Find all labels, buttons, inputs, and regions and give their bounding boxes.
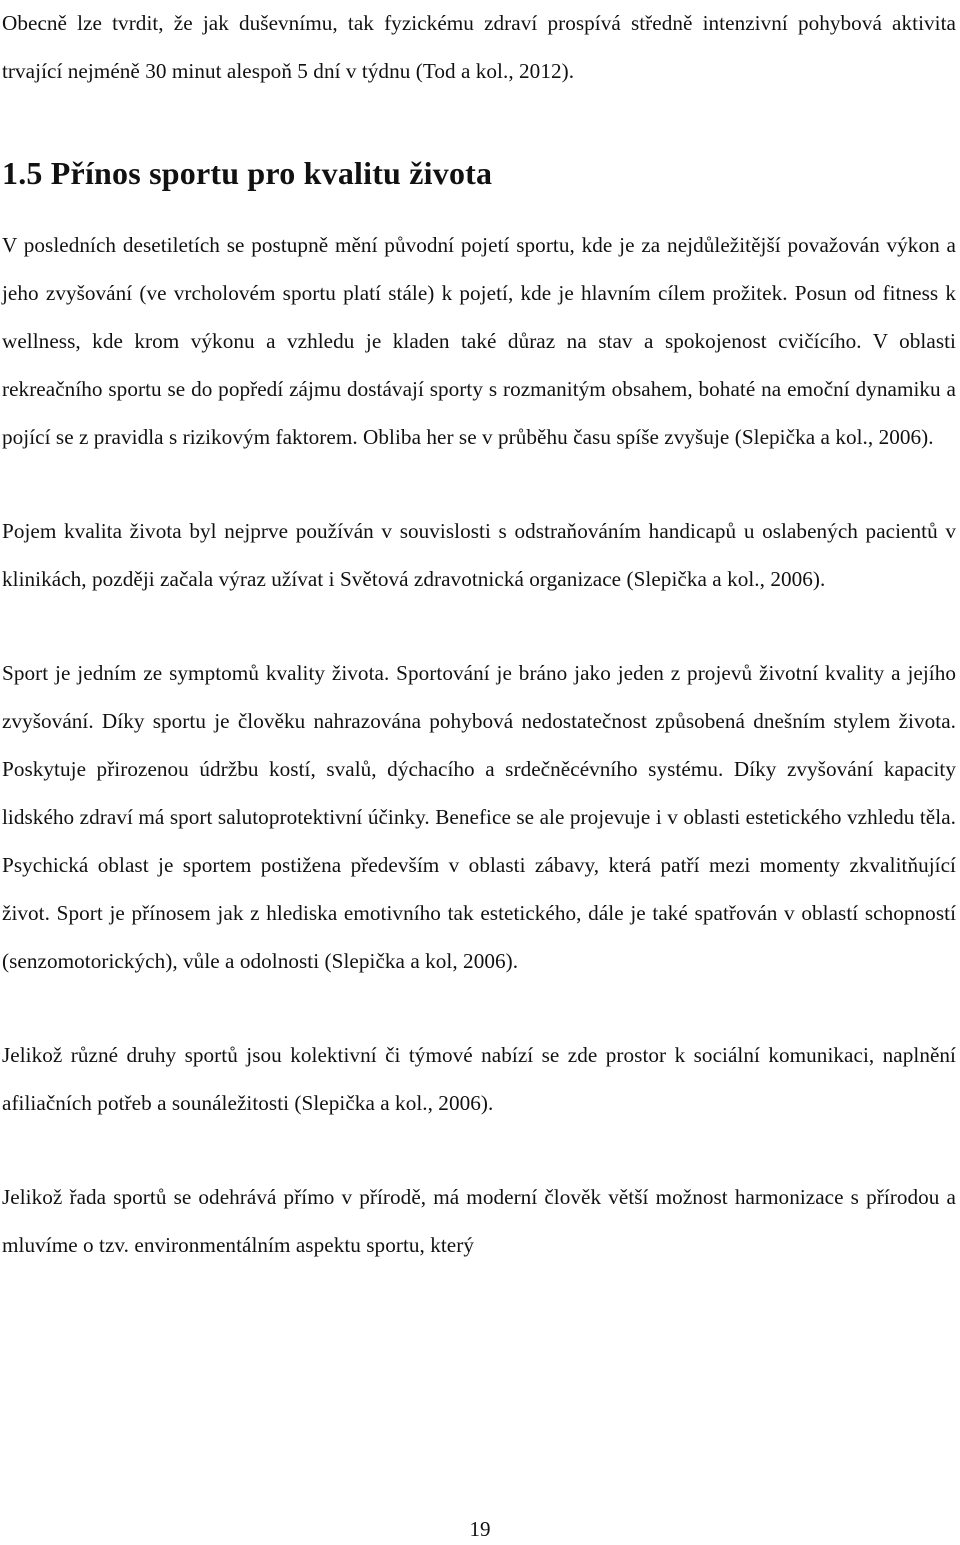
paragraph-social-aspect: Jelikož různé druhy sportů jsou kolektivní či týmové nabízí se zde prostor k sociální komunikaci, naplnění afiliačních potřeb a sounáležitosti (Slepička a kol., 2006). — [2, 1043, 956, 1115]
paragraph-environmental-aspect: Jelikož řada sportů se odehrává přímo v přírodě, má moderní člověk větší možnost harmonizace s přírodou a mluvíme o tzv. environmentálním aspektu sportu, který — [2, 1185, 956, 1257]
paragraph-sport-conception: V posledních desetiletích se postupně mění původní pojetí sportu, kde je za nejdůležitější považován výkon a jeho zvyšování (ve vrcholovém sportu platí stále) k pojetí, kde je hlavním cílem prožitek. Posun od fitness k wellness, kde krom výkonu a vzhledu je kladen také důraz na stav a spokojenost cvičícího. V oblasti rekreačního sportu se do popředí zájmu dostávají sporty s rozmanitým obsahem, bohaté na emoční dynamiku a pojící se z pravidla s rizikovým faktorem. Obliba her se v průběhu času spíše zvyšuje (Slepička a kol., 2006). — [2, 233, 956, 449]
paragraph-quality-of-life-term: Pojem kvalita života byl nejprve používán v souvislosti s odstraňováním handicapů u oslabených pacientů v klinikách, později začala výraz užívat i Světová zdravotnická organizace (Slepička a kol., 2006). — [2, 519, 956, 591]
page-content — [2, 0, 956, 1269]
intro-paragraph: Obecně lze tvrdit, že jak duševnímu, tak fyzickému zdraví prospívá středně intenzivní pohybová aktivita trvající nejméně 30 minut alespoň 5 dní v týdnu (Tod a kol., 2012). — [2, 11, 956, 83]
section-heading: 1.5 Přínos sportu pro kvalitu života — [2, 155, 493, 191]
paragraph-sport-symptom: Sport je jedním ze symptomů kvality života. Sportování je bráno jako jeden z projevů životní kvality a jejího zvyšování. Díky sportu je člověku nahrazována pohybová nedostatečnost způsobená dnešním stylem života. Poskytuje přirozenou údržbu kostí, svalů, dýchacího a srdečněcévního systému. Díky zvyšování kapacity lidského zdraví má sport salutoprotektivní účinky. Benefice se ale projevuje i v oblasti estetického vzhledu těla. Psychická oblast je sportem postižena především v oblasti zábavy, která patří mezi momenty zkvalitňující život. Sport je přínosem jak z hlediska emotivního tak estetického, dále je také spatřován v oblastí schopností (senzomotorických), vůle a odolnosti (Slepička a kol, 2006). — [2, 661, 956, 973]
page-number: 19 — [469, 1517, 491, 1541]
